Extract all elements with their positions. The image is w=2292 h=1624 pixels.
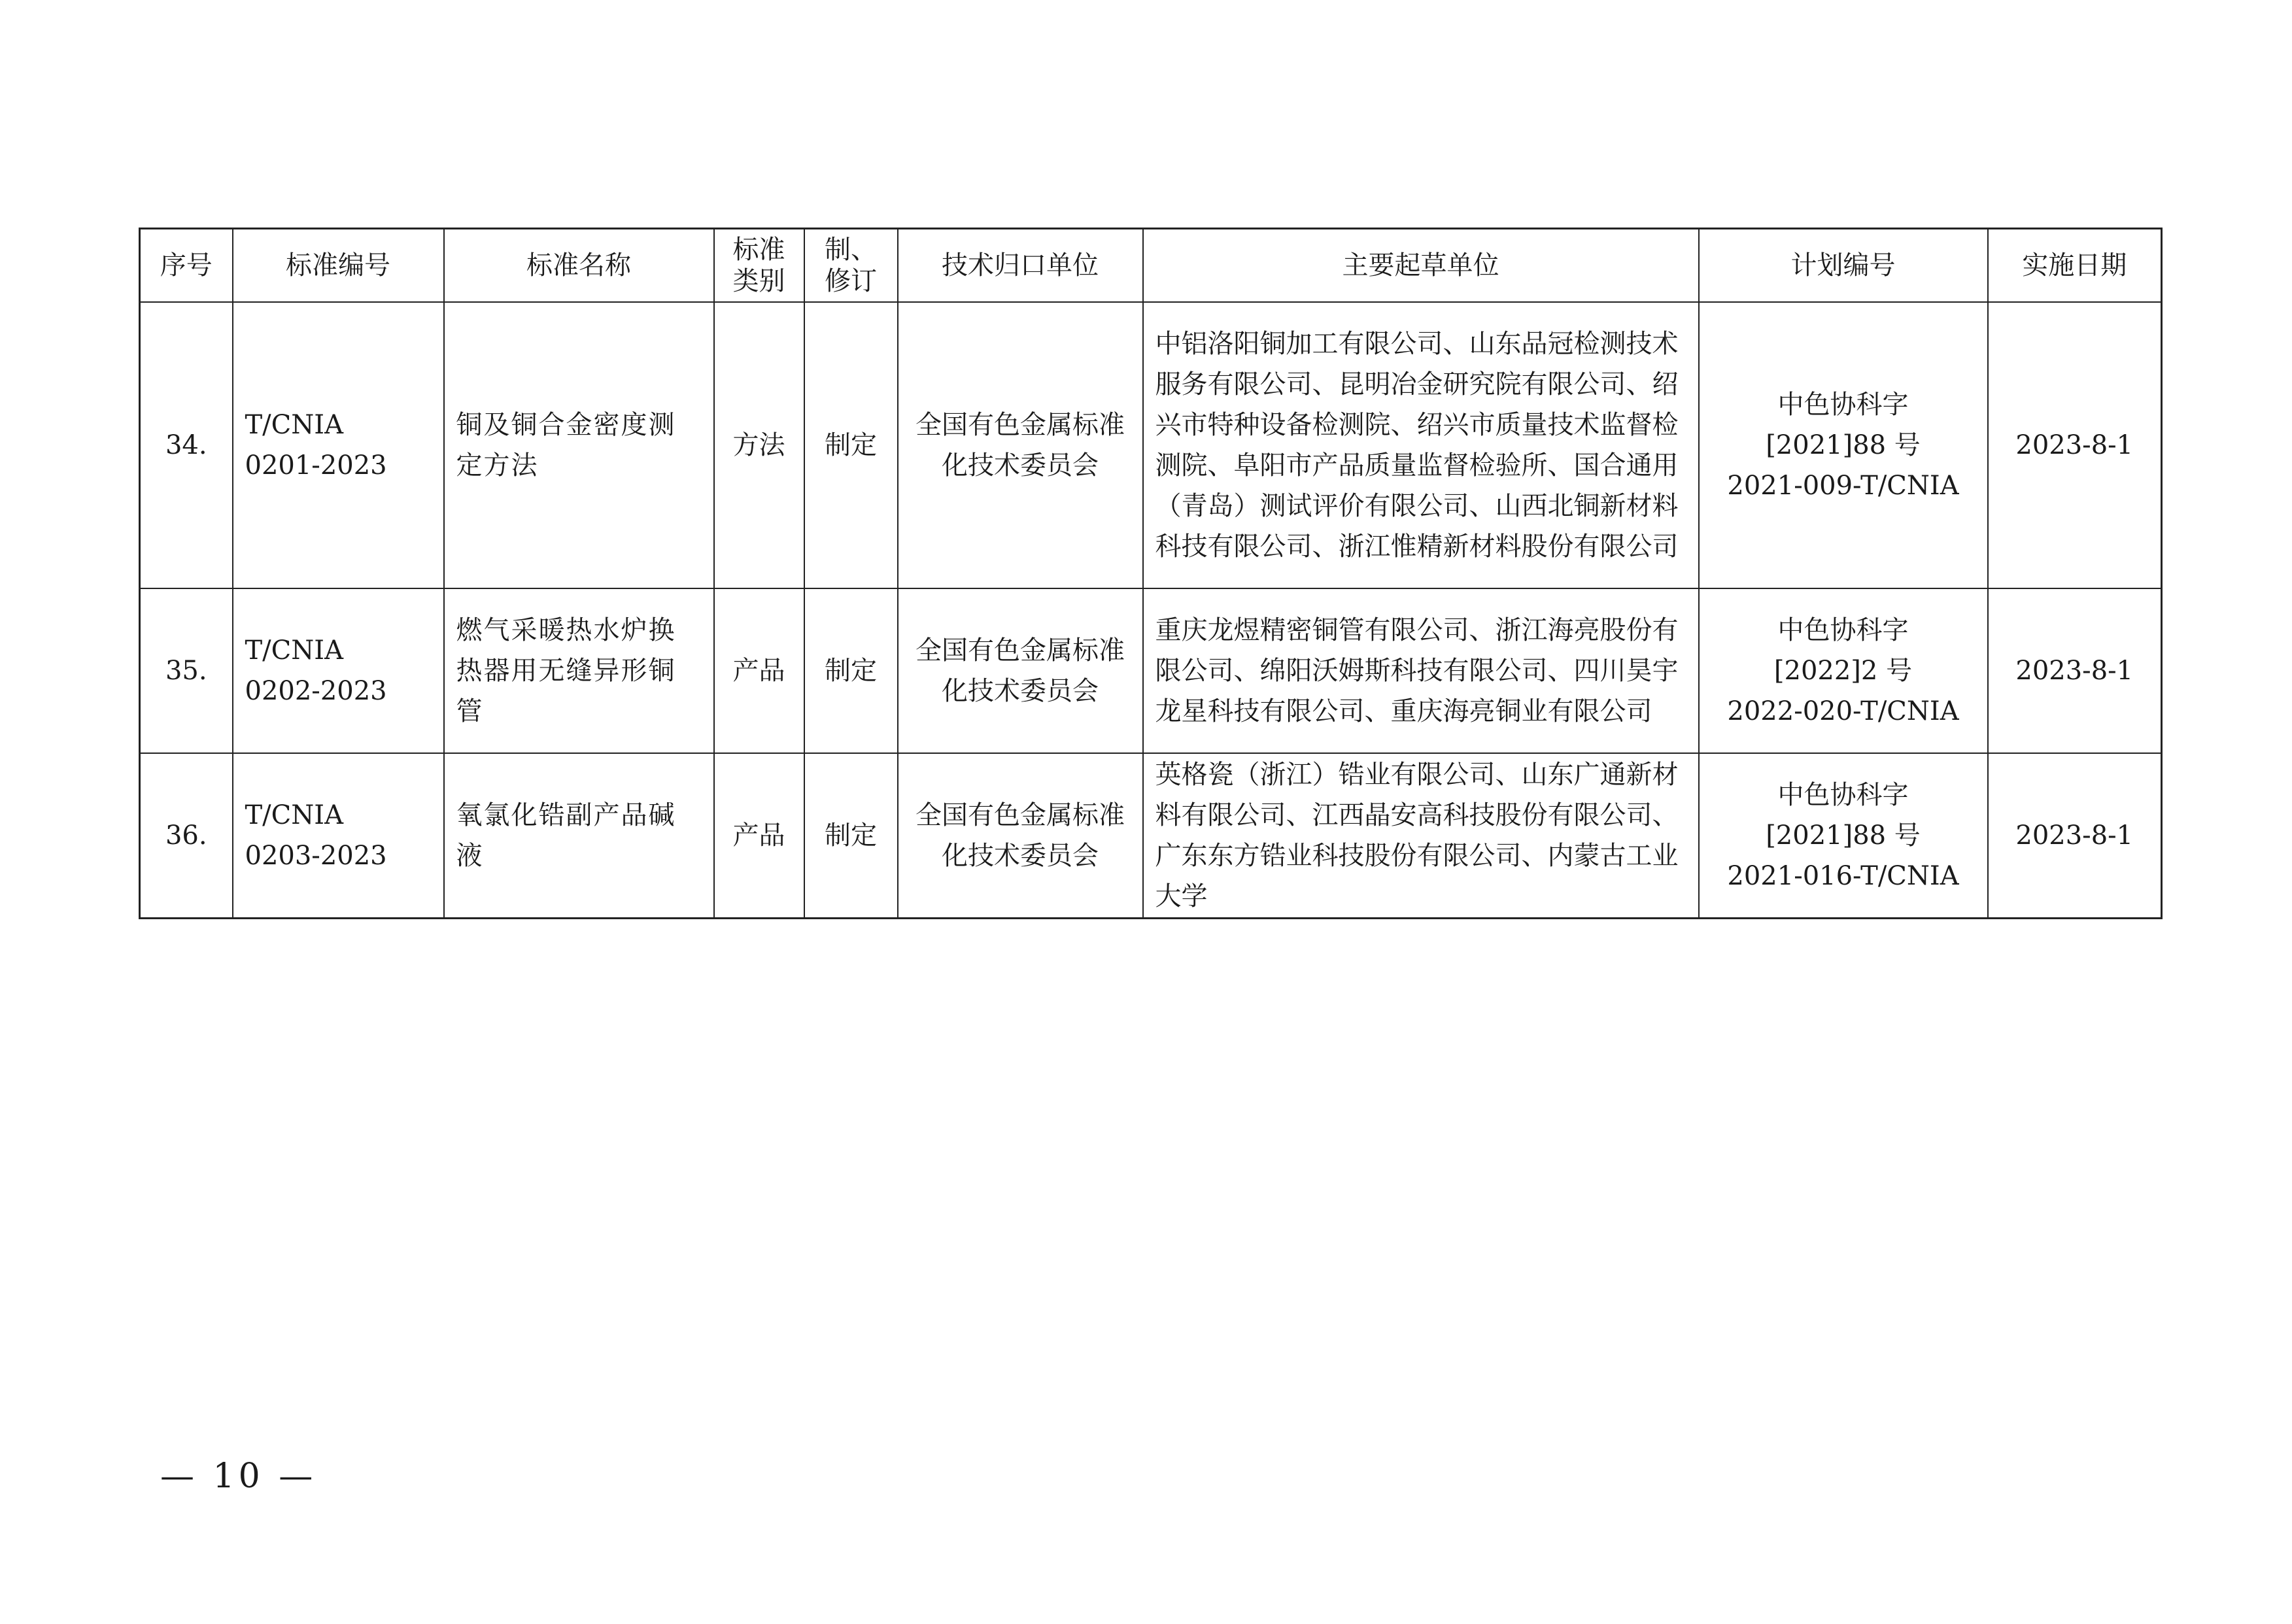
header-implementation-date: 实施日期 xyxy=(1988,229,2162,303)
cell-category: 方法 xyxy=(714,302,804,588)
cell-implementation-date: 2023-8-1 xyxy=(1988,588,2162,753)
table-row xyxy=(140,753,2162,918)
table-row xyxy=(140,302,2162,588)
cell-implementation-date: 2023-8-1 xyxy=(1988,302,2162,588)
cell-tc-unit: 全国有色金属标准化技术委员会 xyxy=(898,753,1143,918)
header-drafting-units: 主要起草单位 xyxy=(1143,229,1699,303)
cell-drafting-units: 英格瓷（浙江）锆业有限公司、山东广通新材料有限公司、江西晶安高科技股份有限公司、广东东方锆业科技股份有限公司、内蒙古工业大学 xyxy=(1143,753,1699,918)
cell-plan-number: 中色协科字 [2021]88 号 2021-009-T/CNIA xyxy=(1699,302,1988,588)
cell-tc-unit: 全国有色金属标准化技术委员会 xyxy=(898,588,1143,753)
cell-category: 产品 xyxy=(714,753,804,918)
header-standard-code: 标准编号 xyxy=(233,229,444,303)
cell-drafting-units: 中铝洛阳铜加工有限公司、山东品冠检测技术服务有限公司、昆明冶金研究院有限公司、绍兴市特种设备检测院、绍兴市质量技术监督检测院、阜阳市产品质量监督检验所、国合通用（青岛）测试评价有限公司、山西北铜新材料科技有限公司、浙江惟精新材料股份有限公司 xyxy=(1143,302,1699,588)
standards-table xyxy=(139,228,2163,919)
cell-standard-code: T/CNIA 0201-2023 xyxy=(233,302,444,588)
cell-standard-code: T/CNIA 0203-2023 xyxy=(233,753,444,918)
cell-seq: 36. xyxy=(140,753,233,918)
cell-plan-number: 中色协科字 [2022]2 号 2022-020-T/CNIA xyxy=(1699,588,1988,753)
header-standard-name: 标准名称 xyxy=(444,229,714,303)
header-plan-number: 计划编号 xyxy=(1699,229,1988,303)
cell-standard-code: T/CNIA 0202-2023 xyxy=(233,588,444,753)
cell-standard-name: 铜及铜合金密度测定方法 xyxy=(444,302,714,588)
cell-category: 产品 xyxy=(714,588,804,753)
header-revision-type: 制、 修订 xyxy=(804,229,898,303)
cell-revision: 制定 xyxy=(804,588,898,753)
cell-drafting-units: 重庆龙煜精密铜管有限公司、浙江海亮股份有限公司、绵阳沃姆斯科技有限公司、四川昊宇龙星科技有限公司、重庆海亮铜业有限公司 xyxy=(1143,588,1699,753)
cell-revision: 制定 xyxy=(804,753,898,918)
header-standard-category: 标准 类别 xyxy=(714,229,804,303)
table-row xyxy=(140,588,2162,753)
cell-implementation-date: 2023-8-1 xyxy=(1988,753,2162,918)
cell-tc-unit: 全国有色金属标准化技术委员会 xyxy=(898,302,1143,588)
table-header-row xyxy=(140,229,2162,303)
page-number: — 10 — xyxy=(160,1457,317,1496)
cell-seq: 35. xyxy=(140,588,233,753)
cell-seq: 34. xyxy=(140,302,233,588)
cell-plan-number: 中色协科字 [2021]88 号 2021-016-T/CNIA xyxy=(1699,753,1988,918)
cell-revision: 制定 xyxy=(804,302,898,588)
header-tc-unit: 技术归口单位 xyxy=(898,229,1143,303)
header-seq: 序号 xyxy=(140,229,233,303)
cell-standard-name: 氧氯化锆副产品碱液 xyxy=(444,753,714,918)
cell-standard-name: 燃气采暖热水炉换热器用无缝异形铜管 xyxy=(444,588,714,753)
